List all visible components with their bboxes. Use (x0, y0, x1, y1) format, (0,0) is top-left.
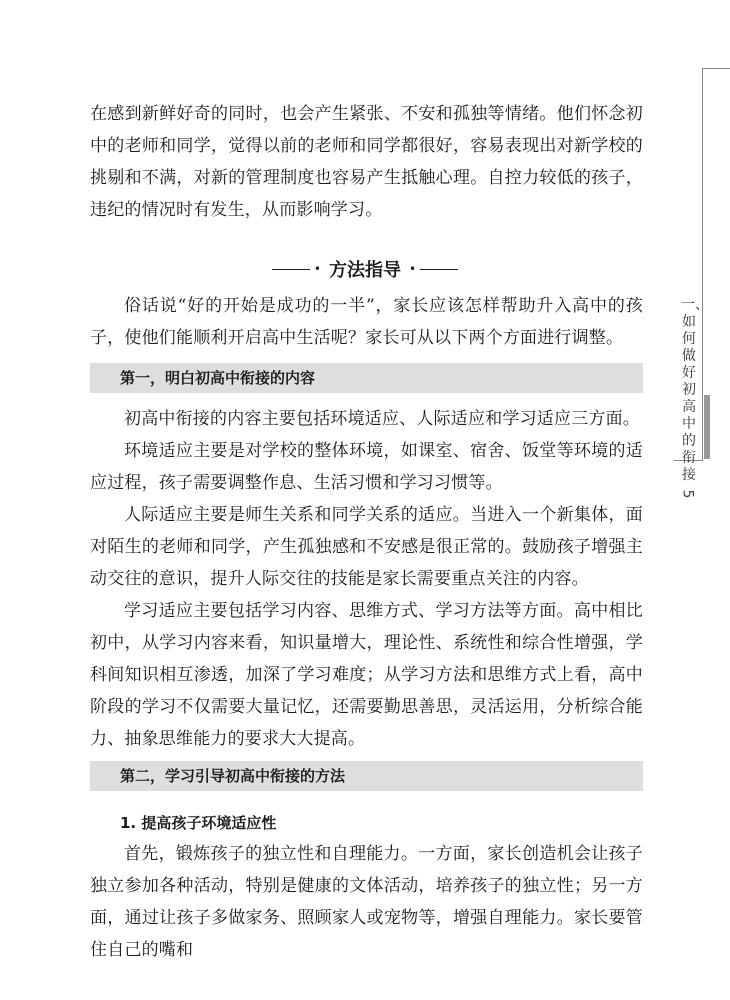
intro-paragraph: 在感到新鲜好奇的同时，也会产生紧张、不安和孤独等情绪。他们怀念初中的老师和同学，觉得以前的老师和同学都很好，容易表现出对新学校的挑剔和不满，对新的管理制度也容易产生抵触心理。自控力较低的孩子，违纪的情况时有发生，从而影响学习。 (90, 104, 643, 220)
title-dot-left: • (313, 262, 321, 276)
chapter-tab-label: 一、如何做好初高中的衔接 (681, 297, 709, 483)
tab-border-top (702, 68, 730, 69)
section-intro: 俗话说“好的开始是成功的一半”，家长应该怎样帮助升入高中的孩子，使他们能顺利开启高中生活呢？家长可从以下两个方面进行调整。 (90, 296, 643, 348)
title-rule-right (420, 269, 458, 270)
paragraph-5: 首先，锻炼孩子的独立性和自理能力。一方面，家长创造机会让孩子独立参加各种活动，特别是健康的文体活动，培养孩子的独立性；另一方面，通过让孩子多做家务、照顾家人或宠物等，增强自理能力。家长要管住自己的嘴和 (90, 844, 643, 960)
page-number: 5 (679, 489, 696, 499)
subheading-1: 1. 提高孩子环境适应性 (120, 814, 277, 832)
title-dot-right: • (409, 262, 417, 276)
tab-border-vertical (702, 68, 703, 460)
tab-marker (704, 395, 710, 459)
title-rule-left (272, 269, 310, 270)
heading-2: 第二，学习引导初高中衔接的方法 (90, 761, 643, 791)
section-title (0, 256, 730, 282)
paragraph-4: 学习适应主要包括学习内容、思维方式、学习方法等方面。高中相比初中，从学习内容来看，知识量增大，理论性、系统性和综合性增强，学科间知识相互渗透，加深了学习难度；从学习方法和思维方式上看，高中阶段的学习不仅需要大量记忆，还需要勤思善思，灵活运用，分析综合能力、抽象思维能力的要求大大提高。 (90, 601, 643, 749)
paragraph-3: 人际适应主要是师生关系和同学关系的适应。当进入一个新集体，面对陌生的老师和同学，产生孤独感和不安感是很正常的。鼓励孩子增强主动交往的意识，提升人际交往的技能是家长需要重点关注的内容。 (90, 505, 643, 589)
section-title-text: 方法指导 (329, 260, 401, 281)
paragraph-2: 环境适应主要是对学校的整体环境，如课室、宿舍、饭堂等环境的适应过程，孩子需要调整作息、生活习惯和学习习惯等。 (90, 441, 643, 493)
paragraph-1: 初高中衔接的内容主要包括环境适应、人际适应和学习适应三方面。 (124, 409, 640, 429)
heading-1: 第一，明白初高中衔接的内容 (90, 363, 643, 393)
